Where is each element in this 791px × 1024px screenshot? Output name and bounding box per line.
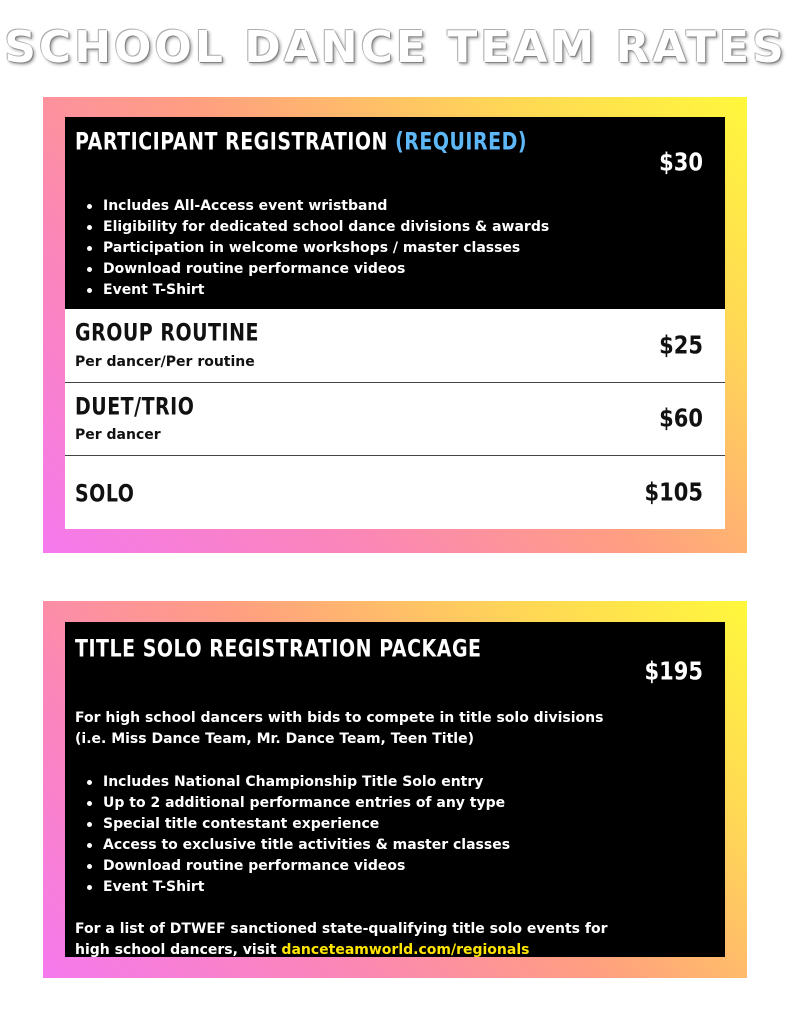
- duet-trio-title: DUET/TRIO: [75, 393, 195, 421]
- participant-registration-title: [75, 128, 527, 156]
- duet-trio-subtitle: Per dancer: [75, 427, 161, 443]
- list-item: Download routine performance videos: [103, 259, 549, 280]
- intro-line: (i.e. Miss Dance Team, Mr. Dance Team, Teen Title): [75, 731, 474, 747]
- list-item: Eligibility for dedicated school dance divisions & awards: [103, 217, 549, 238]
- solo-price: $105: [644, 477, 703, 507]
- list-item: Special title contestant experience: [103, 814, 510, 835]
- participant-registration-section: [65, 117, 725, 309]
- list-item: Participation in welcome workshops / master classes: [103, 238, 549, 259]
- list-item: Access to exclusive title activities & master classes: [103, 835, 510, 856]
- duet-trio-row: [65, 383, 725, 455]
- group-routine-price: $25: [659, 330, 703, 360]
- required-label: (REQUIRED): [395, 128, 528, 156]
- list-item: Event T-Shirt: [103, 877, 510, 898]
- outro-line: [75, 940, 685, 961]
- title-solo-price: $195: [644, 656, 703, 686]
- intro-line: For high school dancers with bids to compete in title solo divisions: [75, 710, 604, 726]
- page-title: SCHOOL DANCE TEAM RATES: [4, 22, 787, 73]
- title-solo-section: [65, 622, 725, 957]
- title-solo-outro: [75, 919, 685, 961]
- list-item: Includes National Championship Title Solo entry: [103, 772, 510, 793]
- title-solo-title: TITLE SOLO REGISTRATION PACKAGE: [75, 635, 482, 663]
- group-routine-subtitle: Per dancer/Per routine: [75, 354, 255, 370]
- list-item: Event T-Shirt: [103, 280, 549, 301]
- solo-row: [65, 456, 725, 529]
- regionals-link[interactable]: danceteamworld.com/regionals: [281, 942, 530, 958]
- duet-trio-price: $60: [659, 403, 703, 433]
- title-solo-card: [43, 601, 747, 978]
- participant-title-text: PARTICIPANT REGISTRATION: [75, 128, 388, 156]
- rates-card: [43, 97, 747, 553]
- list-item: Download routine performance videos: [103, 856, 510, 877]
- list-item: Includes All-Access event wristband: [103, 196, 549, 217]
- outro-prefix: high school dancers, visit: [75, 942, 277, 958]
- outro-line: For a list of DTWEF sanctioned state-qualifying title solo events for: [75, 921, 608, 937]
- participant-features-list: [65, 196, 549, 301]
- group-routine-title: GROUP ROUTINE: [75, 319, 259, 347]
- solo-title: SOLO: [75, 480, 135, 508]
- group-routine-row: [65, 309, 725, 382]
- title-solo-intro: [75, 708, 645, 750]
- title-solo-features-list: [65, 772, 510, 898]
- participant-price: $30: [659, 147, 703, 177]
- list-item: Up to 2 additional performance entries of any type: [103, 793, 510, 814]
